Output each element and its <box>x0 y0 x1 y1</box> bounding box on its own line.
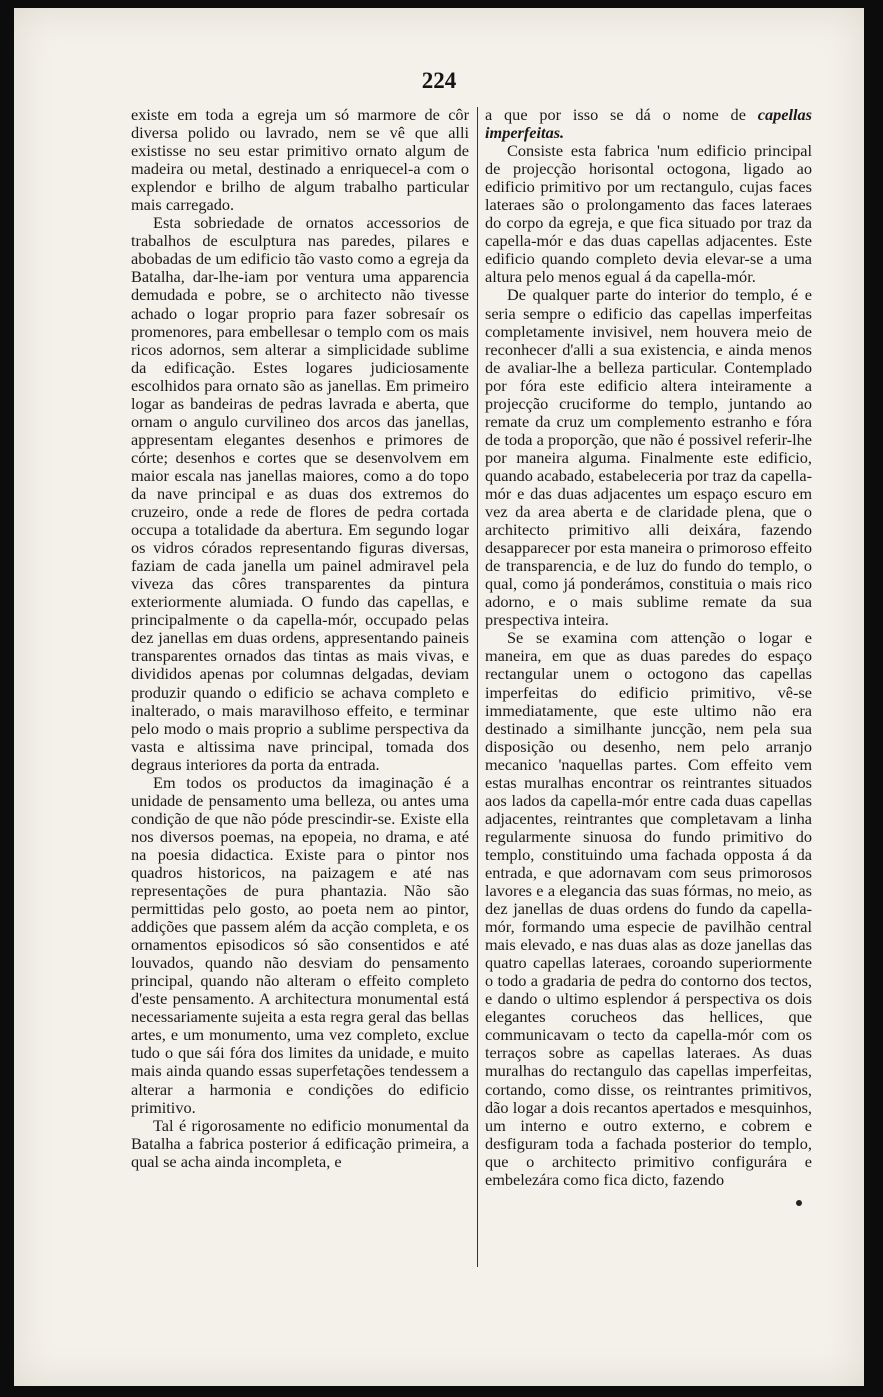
left-paragraph-3: Em todos os productos da imaginação é a unidade de pensamento uma belleza, ou antes uma condição de que não póde prescindir-se. Existe ella nos diversos poemas, na epopeia, no drama, e até na poesia didactica. Existe para o pintor nos quadros historicos, na paizagem e até nas representações de pura phantazia. Não são permittidas pelo gosto, ao poeta nem ao pintor, addições que passem além da acção completa, e os ornamentos episodicos só são consentidos e até louvados, quando não desviam do pensamento principal, quando não alteram o effeito completo d'este pensamento. A architectura monumental está necessariamente sujeita a esta regra geral das bellas artes, e um monumento, uma vez completo, exclue tudo o que sái fóra dos limites da unidade, e muito mais ainda quando essas superfetações tendessem a alterar a harmonia e condições do edificio primitivo. <box>131 772 469 1117</box>
left-paragraph-1: existe em toda a egreja um só marmore de côr diversa polido ou lavrado, nem se vê que alli existisse no seu estar primitivo ornato algum de madeira ou metal, destinado a enriquecel-a com o explendor e brilho de algum trabalho particular mais carregado. <box>131 105 469 215</box>
right-paragraph-2: De qualquer parte do interior do templo, é e seria sempre o edificio das capellas imperfeitas completamente invisivel, nem houvera meio de reconhecer d'alli a sua existencia, e ainda menos de avaliar-lhe a belleza particular. Contemplado por fóra este edificio altera inteiramente a projecção cruciforme do templo, juntando ao remate da cruz um complemento estranho e fóra de toda a proporção, que não é possivel referir-lhe por maneira alguma. Finalmente este edificio, quando acabado, estabeleceria por traz da capella-mór e das duas adjacentes um espaço escuro em vez da area aberta e de claridade plena, que o architecto primitivo alli deixára, fazendo desapparecer por esta maneira o primoroso effeito de transparencia, e de luz do fundo do templo, o qual, como já ponderámos, constituia o mais rico adorno, e o mais sublime remate da sua prespectiva inteira. <box>485 285 812 630</box>
margin-ink-dot <box>796 1200 802 1206</box>
left-column <box>131 106 469 1171</box>
page-sheet <box>14 8 864 1386</box>
right-lead-text: a que por isso se dá o nome de <box>485 105 758 124</box>
right-lead-emphasis: capellas imperfeitas. <box>485 105 812 143</box>
left-paragraph-2: Esta sobriedade de ornatos accessorios de trabalhos de esculptura nas paredes, pilares e abobadas de um edificio tão vasto como a egreja da Batalha, dar-lhe-iam por ventura uma apparencia demudada e pobre, se o architecto não tivesse achado o logar proprio para fazer sobresaír os promenores, para embellesar o templo com os mais ricos adornos, sem alterar a simplicidade sublime da edificação. Estes logares judiciosamente escolhidos para ornato são as janellas. Em primeiro logar as bandeiras de pedras lavrada e aberta, que ornam o angulo curvilineo dos arcos das janellas, appresentam elegantes desenhos e primores de córte; desenhos e cortes que se desenvolvem em maior escala nas janellas maiores, como a do topo da nave principal e as duas dos extremos do cruzeiro, onde a rede de flores de pedra cortada occupa a totalidade da abertura. Em segundo logar os vidros córados representando figuras diversas, faziam de cada janella um painel admiravel pela viveza das côres transparentes da pintura exteriormente alumiada. O fundo das capellas, e principalmente o da capella-mór, occupado pelas dez janellas em duas ordens, appresentando paineis transparentes ornados das tintas as mais vivas, e divididos apenas por columnas delgadas, deviam produzir quando o edificio se achava completo e inalterado, o mais maravilhoso effeito, e terminar pelo modo o mais proprio a sublime perspectiva da vasta e altissima nave principal, tomada dos degraus interiores da porta da entrada. <box>131 213 469 774</box>
page-number: 224 <box>421 68 457 93</box>
left-paragraph-4: Tal é rigorosamente no edificio monumental da Batalha a fabrica posterior á edificação primeira, a qual se acha ainda incompleta, e <box>131 1115 469 1171</box>
column-divider <box>477 107 478 1267</box>
right-paragraph-3: Se se examina com attenção o logar e maneira, em que as duas paredes do espaço rectangular unem o octogono das capellas imperfeitas do edificio primitivo, vê-se immediatamente, que este ultimo não era destinado a similhante juncção, nem pela sua disposição ou desenho, nem pelo arranjo mecanico 'naquellas partes. Com effeito vem estas muralhas encontrar os reintrantes situados aos lados da capella-mór entre cada duas capellas adjacentes, reintrantes que completavam a linha regularmente sinuosa do fundo primitivo do templo, constituindo uma fachada opposta á da entrada, e que adornavam com seus primorosos lavores e a elegancia das suas fórmas, no meio, as dez janellas de duas ordens do fundo da capella-mór, formando uma especie de pavilhão central mais elevado, e nas duas alas as doze janellas das quatro capellas lateraes, coroando superiormente o todo a gradaria de pedra do contorno dos tectos, e dando o ultimo esplendor á perspectiva os dois elegantes corucheos das hellices, que communicavam o tecto da capella-mór com os terraços sobre as capellas lateraes. As duas muralhas do rectangulo das capellas imperfeitas, cortando, como disse, os reintrantes primitivos, dão logar a dois recantos apertados e mesquinhos, um interno e outro externo, e cobrem e desfiguram toda a fachada posterior do templo, que o architecto primitivo configurára e embelezára como fica dicto, fazendo <box>485 628 812 1189</box>
right-column <box>485 106 812 1189</box>
right-lead-paragraph <box>485 106 812 142</box>
right-paragraph-1: Consiste esta fabrica 'num edificio principal de projecção horisontal octogona, ligado ao edificio primitivo por um rectangulo, cujas faces lateraes são o prolongamento das faces lateraes do corpo da egreja, e que fica situado por traz da capella-mór e das duas capellas adjacentes. Este edificio quando completo devia elevar-se a uma altura pelo menos egual á da capella-mór. <box>485 141 812 287</box>
